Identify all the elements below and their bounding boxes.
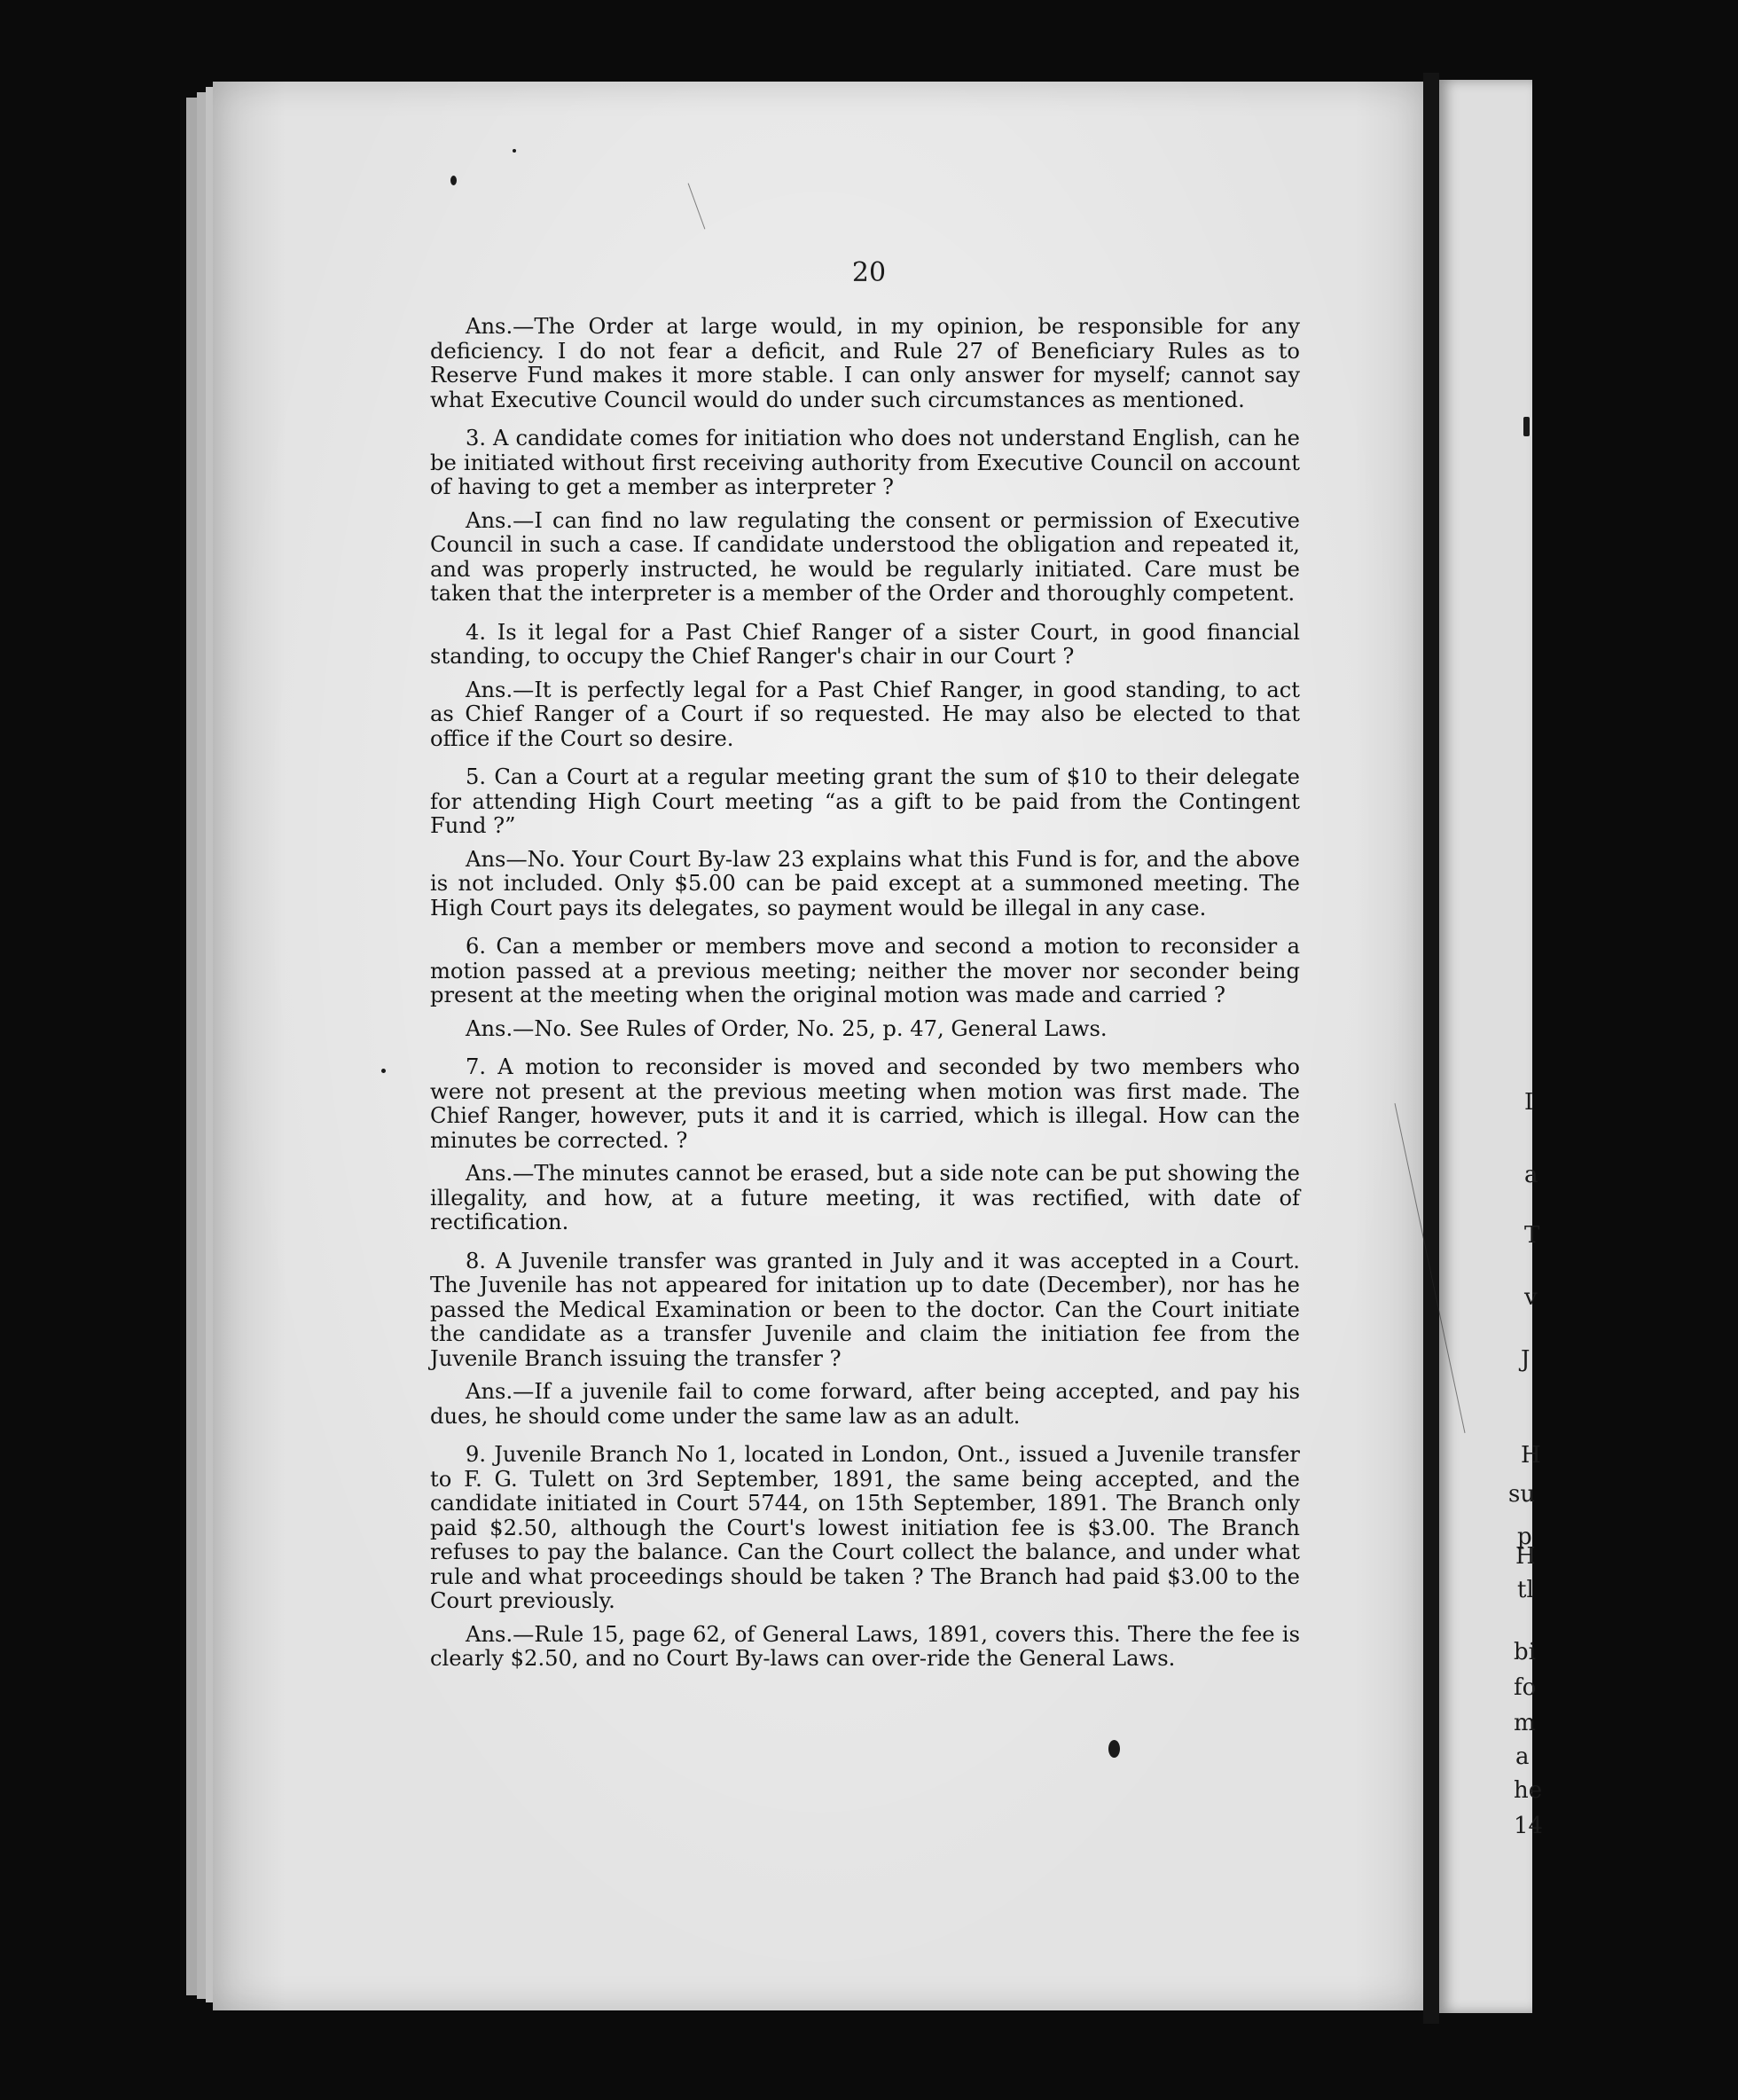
question-paragraph: 7. A motion to reconsider is moved and seconded by two members who were not present at the previous meeting when motion was first made. The Chief Ranger, however, puts it and it is carried, which is illegal. How can the minutes be corrected. ? — [430, 1054, 1300, 1153]
facing-page-fragment: fo — [1514, 1674, 1537, 1701]
binding-gutter — [1423, 73, 1439, 2024]
facing-page-sliver — [1439, 80, 1544, 2013]
answer-paragraph: Ans.—The minutes cannot be erased, but a side note can be put showing the illegality, and how, at a future meeting, it was rectified, with date of rectification. — [430, 1161, 1300, 1234]
scan-speck — [513, 149, 516, 153]
answer-paragraph: Ans.—It is perfectly legal for a Past Chief Ranger, in good standing, to act as Chief Ranger of a Court if so requested. He may also be elected to that office if the Court so desire. — [430, 677, 1300, 751]
facing-page-fragment: he — [1514, 1777, 1543, 1804]
facing-page-fragment: su — [1508, 1481, 1536, 1508]
facing-page-fragment: T — [1524, 1222, 1540, 1249]
facing-page-fragment: p — [1517, 1524, 1532, 1550]
page-number: 20 — [851, 257, 887, 288]
facing-page-fragment: 14 — [1514, 1813, 1544, 1839]
answer-paragraph: Ans—No. Your Court By-law 23 explains what this Fund is for, and the above is not included. Only $5.00 can be paid except at a summoned meeting. The High Court pays its delegates, so payment would be illegal in any case. — [430, 846, 1300, 921]
page-body — [430, 315, 1300, 1672]
scan-speck — [450, 176, 457, 185]
question-paragraph: 8. A Juvenile transfer was granted in July and it was accepted in a Court. The Juvenile has not appeared for initation up to date (December), nor has he passed the Medical Examination or been to the doctor. Can the Court initiate the candidate as a transfer Juvenile and claim the initiation fee from the Juvenile Branch issuing the transfer ? — [430, 1248, 1300, 1371]
scan-speck — [1523, 417, 1530, 436]
facing-page-fragment: bi — [1514, 1639, 1536, 1665]
facing-page-fragment: tl — [1517, 1577, 1534, 1603]
answer-paragraph: Ans.—If a juvenile fail to come forward, after being accepted, and pay his dues, he should come under the same law as an adult. — [430, 1379, 1300, 1429]
question-paragraph: 9. Juvenile Branch No 1, located in London, Ont., issued a Juvenile transfer to F. G. Tulett on 3rd September, 1891, the same being accepted, and the candidate initiated in Court 5744, on 15th September, 1891. The Branch only paid $2.50, although the Court's lowest initiation fee is $3.00. The Branch refuses to pay the balance. Can the Court collect the balance, and under what rule and what proceedings should be taken ? The Branch had paid $3.00 to the Court previously. — [430, 1442, 1300, 1613]
question-paragraph: 5. Can a Court at a regular meeting grant the sum of $10 to their delegate for attending High Court meeting “as a gift to be paid from the Contingent Fund ?” — [430, 764, 1300, 838]
question-paragraph: 4. Is it legal for a Past Chief Ranger of a sister Court, in good financial standing, to occupy the Chief Ranger's chair in our Court ? — [430, 619, 1300, 669]
facing-page-fragment: H — [1515, 1543, 1536, 1570]
facing-page-fragment: I — [1524, 1089, 1534, 1116]
facing-page-fragment: m — [1514, 1710, 1536, 1736]
facing-page-fragment: a — [1524, 1162, 1538, 1188]
facing-page-fragment: J — [1521, 1346, 1531, 1373]
answer-paragraph: Ans.—No. See Rules of Order, No. 25, p. 47, General Laws. — [466, 1015, 1108, 1041]
question-paragraph: 3. A candidate comes for initiation who does not understand English, can he be initiated without first receiving authority from Executive Council on account of having to get a member as interpreter ? — [430, 426, 1300, 499]
facing-page-fragment: a — [1515, 1743, 1530, 1770]
ink-blot — [1108, 1740, 1120, 1758]
facing-page-fragment: v — [1524, 1284, 1538, 1311]
facing-page-fragment: H — [1521, 1442, 1541, 1469]
answer-paragraph: Ans.—The Order at large would, in my opinion, be responsible for any deficiency. I do not fear a deficit, and Rule 27 of Beneficiary Rules as to Reserve Fund makes it more stable. I can only answer for myself; cannot say what Executive Council would do under such circumstances as mentioned. — [430, 314, 1300, 412]
answer-paragraph: Ans.—Rule 15, page 62, of General Laws, 1891, covers this. There the fee is clearly $2.50, and no Court By-laws can over-ride the General Laws. — [430, 1621, 1300, 1671]
answer-paragraph: Ans.—I can find no law regulating the consent or permission of Executive Council in such a case. If candidate understood the obligation and repeated it, and was properly instructed, he would be regularly initiated. Care must be taken that the interpreter is a member of the Order and thoroughly competent. — [430, 507, 1300, 606]
question-paragraph: 6. Can a member or members move and second a motion to reconsider a motion passed at a previous meeting; neither the mover nor seconder being present at the meeting when the original motion was made and carried ? — [430, 934, 1300, 1007]
scan-speck — [381, 1069, 386, 1073]
